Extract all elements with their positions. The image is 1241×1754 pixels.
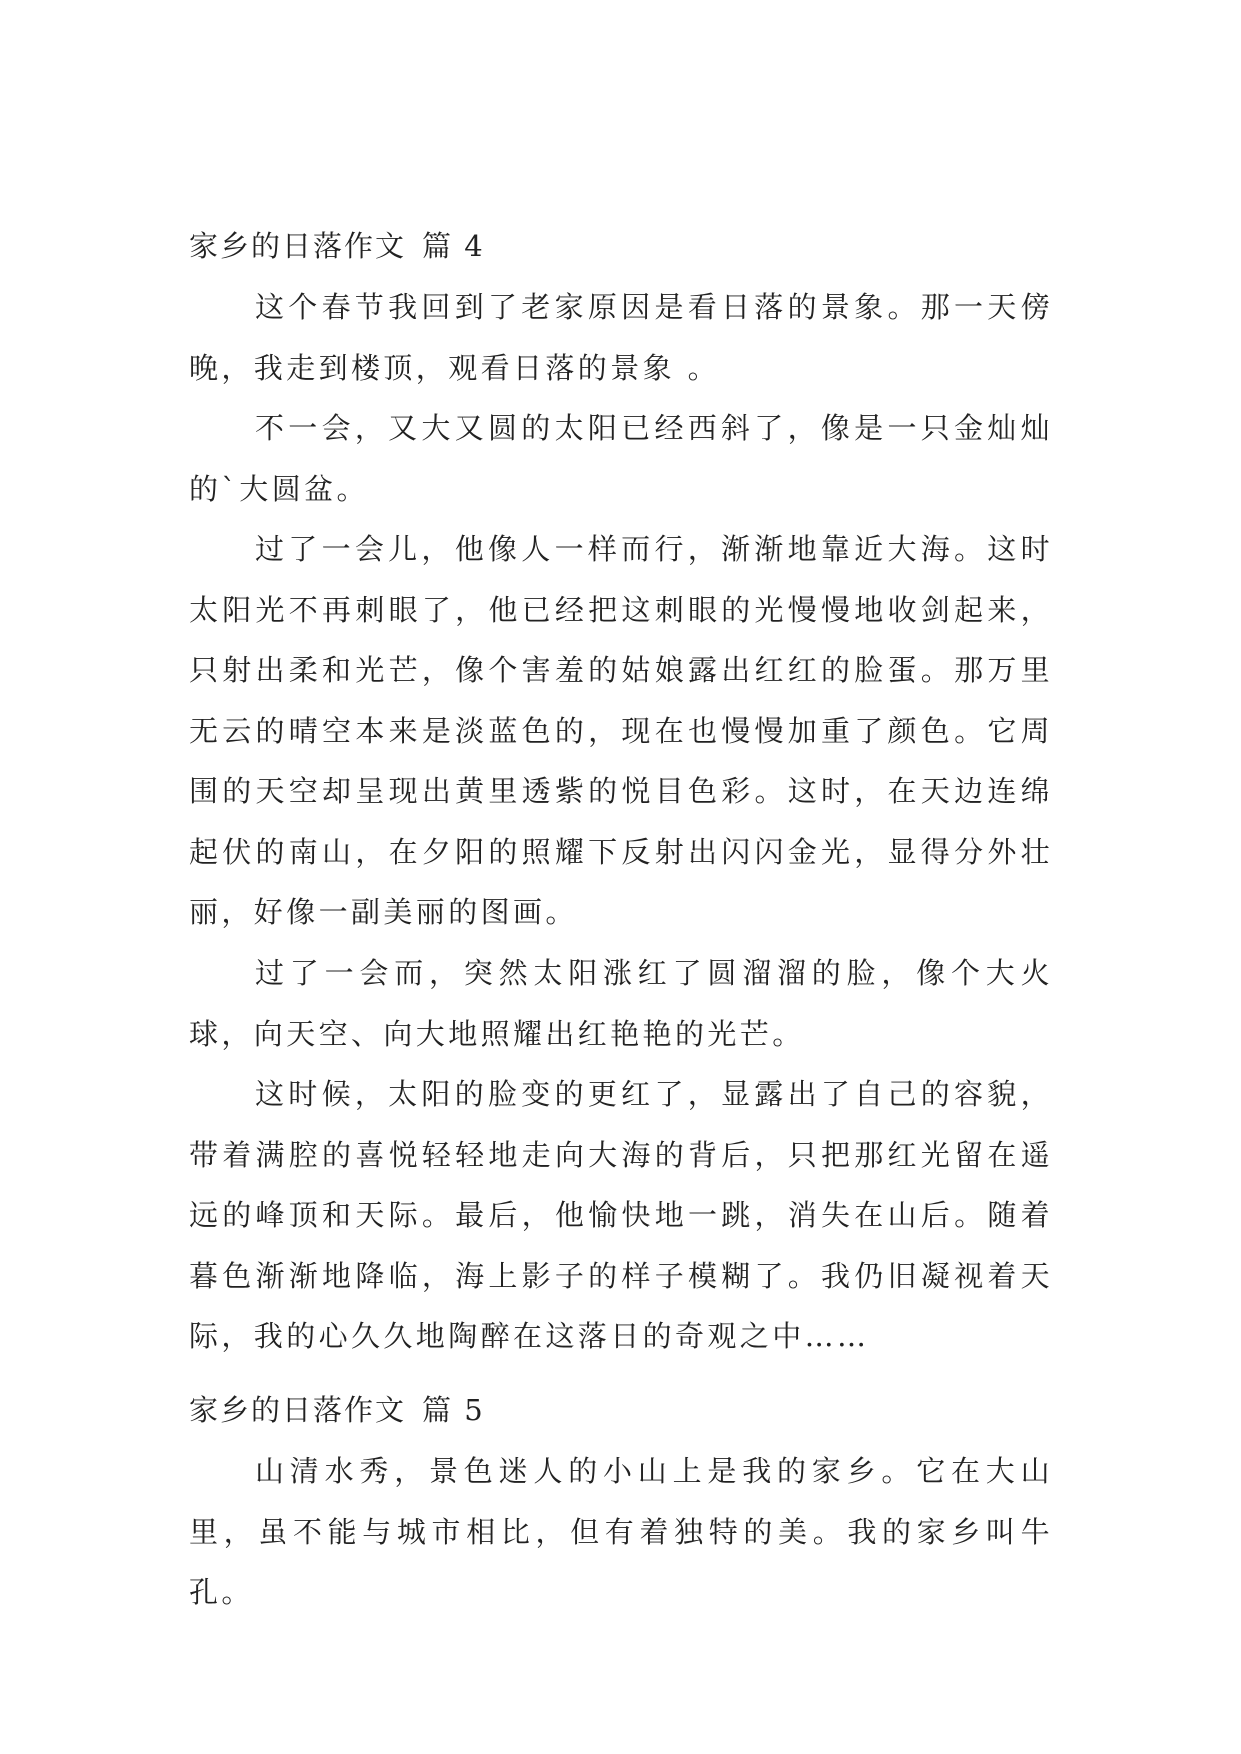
- section-title: 家乡的日落作文: [189, 229, 407, 263]
- section-number: 篇 4: [422, 229, 485, 263]
- paragraph: 山清水秀，景色迷人的小山上是我的家乡。它在大山里，虽不能与城市相比，但有着独特的美。我的家乡叫牛孔。: [189, 1454, 1053, 1609]
- paragraph: 这时候，太阳的脸变的更红了，显露出了自己的容貌，带着满腔的喜悦轻轻地走向大海的背后，只把那红光留在遥远的峰顶和天际。最后，他愉快地一跳，消失在山后。随着暮色渐渐地降临，海上影子的样子模糊了。我仍旧凝视着天际，我的心久久地陶醉在这落日的奇观之中……: [189, 1077, 1053, 1353]
- section-heading: [189, 1390, 485, 1430]
- paragraph: 不一会，又大又圆的太阳已经西斜了，像是一只金灿灿的`大圆盆。: [189, 411, 1053, 506]
- section-heading: [189, 226, 485, 266]
- paragraph: 过了一会而，突然太阳涨红了圆溜溜的脸，像个大火球，向天空、向大地照耀出红艳艳的光芒。: [189, 956, 1053, 1051]
- section-title: 家乡的日落作文: [189, 1393, 407, 1427]
- section-number: 篇 5: [422, 1393, 485, 1427]
- paragraph: 这个春节我回到了老家原因是看日落的景象。那一天傍晚，我走到楼顶，观看日落的景象 。: [189, 290, 1053, 385]
- document-page: [189, 0, 1059, 1754]
- paragraph: 过了一会儿，他像人一样而行，渐渐地靠近大海。这时太阳光不再刺眼了，他已经把这刺眼的光慢慢地收剑起来，只射出柔和光芒，像个害羞的姑娘露出红红的脸蛋。那万里无云的晴空本来是淡蓝色的，现在也慢慢加重了颜色。它周围的天空却呈现出黄里透紫的悦目色彩。这时，在天边连绵起伏的南山，在夕阳的照耀下反射出闪闪金光，显得分外壮丽，好像一副美丽的图画。: [189, 532, 1053, 929]
